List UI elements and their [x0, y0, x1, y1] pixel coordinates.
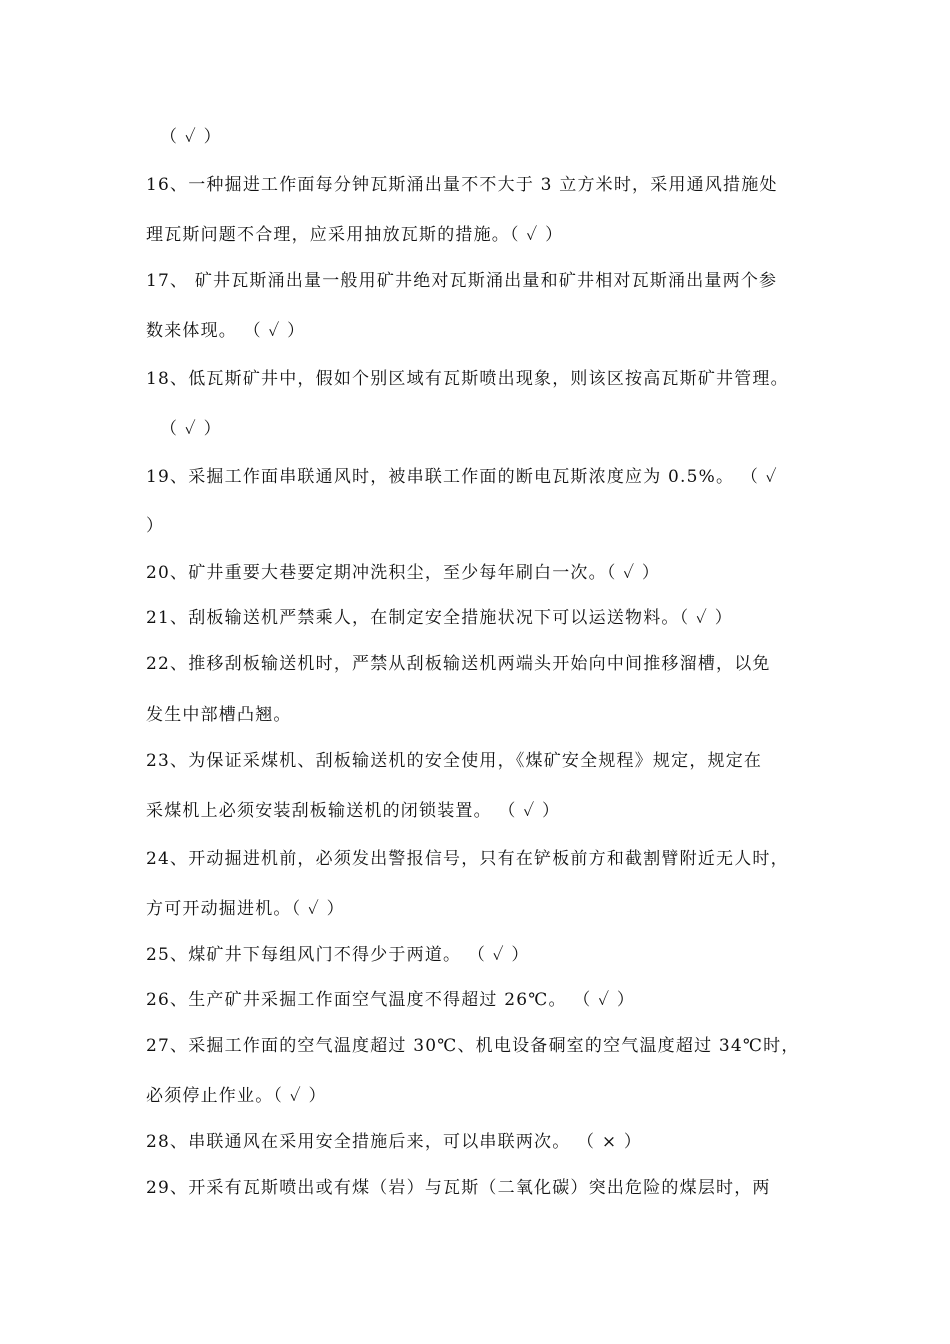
question-16-line-1: 16、一种掘进工作面每分钟瓦斯涌出量不不大于 3 立方米时，采用通风措施处	[146, 175, 778, 195]
question-18-answer: （ ✓ ）	[160, 419, 222, 439]
question-28: 28、串联通风在采用安全措施后来，可以串联两次。 （ × ）	[146, 1132, 643, 1152]
question-17-line-2: 数来体现。 （ ✓ ）	[146, 321, 306, 341]
question-24-line-2: 方可开动掘进机。（ ✓ ）	[146, 899, 345, 919]
question-26: 26、生产矿井采掘工作面空气温度不得超过 26℃。 （ ✓ ）	[146, 990, 636, 1010]
question-24-line-1: 24、开动掘进机前，必须发出警报信号，只有在铲板前方和截割臂附近无人时，	[146, 849, 789, 869]
question-16-line-2: 理瓦斯问题不合理，应采用抽放瓦斯的措施。（ ✓ ）	[146, 225, 564, 245]
question-27-line-1: 27、采掘工作面的空气温度超过 30℃、机电设备硐室的空气温度超过 34℃时，	[146, 1036, 800, 1056]
question-29-line-1: 29、开采有瓦斯喷出或有煤（岩）与瓦斯（二氧化碳）突出危险的煤层时，两	[146, 1178, 771, 1198]
question-23-line-1: 23、为保证采煤机、刮板输送机的安全使用，《煤矿安全规程》规定，规定在	[146, 751, 763, 771]
question-19-line-1: 19、采掘工作面串联通风时，被串联工作面的断电瓦斯浓度应为 0.5%。 （ ✓	[146, 467, 778, 487]
question-17-line-1: 17、 矿井瓦斯涌出量一般用矿井绝对瓦斯涌出量和矿井相对瓦斯涌出量两个参	[146, 271, 778, 291]
question-22-line-1: 22、推移刮板输送机时，严禁从刮板输送机两端头开始向中间推移溜槽，以免	[146, 654, 771, 674]
question-22-line-2: 发生中部槽凸翘。	[146, 705, 292, 725]
question-25: 25、煤矿井下每组风门不得少于两道。 （ ✓ ）	[146, 945, 530, 965]
question-20: 20、矿井重要大巷要定期冲洗积尘，至少每年刷白一次。（ ✓ ）	[146, 563, 661, 583]
answer-line-15: （ ✓ ）	[160, 127, 222, 147]
question-18-line-1: 18、低瓦斯矿井中，假如个别区域有瓦斯喷出现象，则该区按高瓦斯矿井管理。	[146, 369, 789, 389]
question-27-line-2: 必须停止作业。（ ✓ ）	[146, 1086, 327, 1106]
question-23-line-2: 采煤机上必须安装刮板输送机的闭锁装置。 （ ✓ ）	[146, 801, 561, 821]
question-21: 21、刮板输送机严禁乘人，在制定安全措施状况下可以运送物料。（ ✓ ）	[146, 608, 733, 628]
question-19-line-2: ）	[146, 516, 165, 536]
